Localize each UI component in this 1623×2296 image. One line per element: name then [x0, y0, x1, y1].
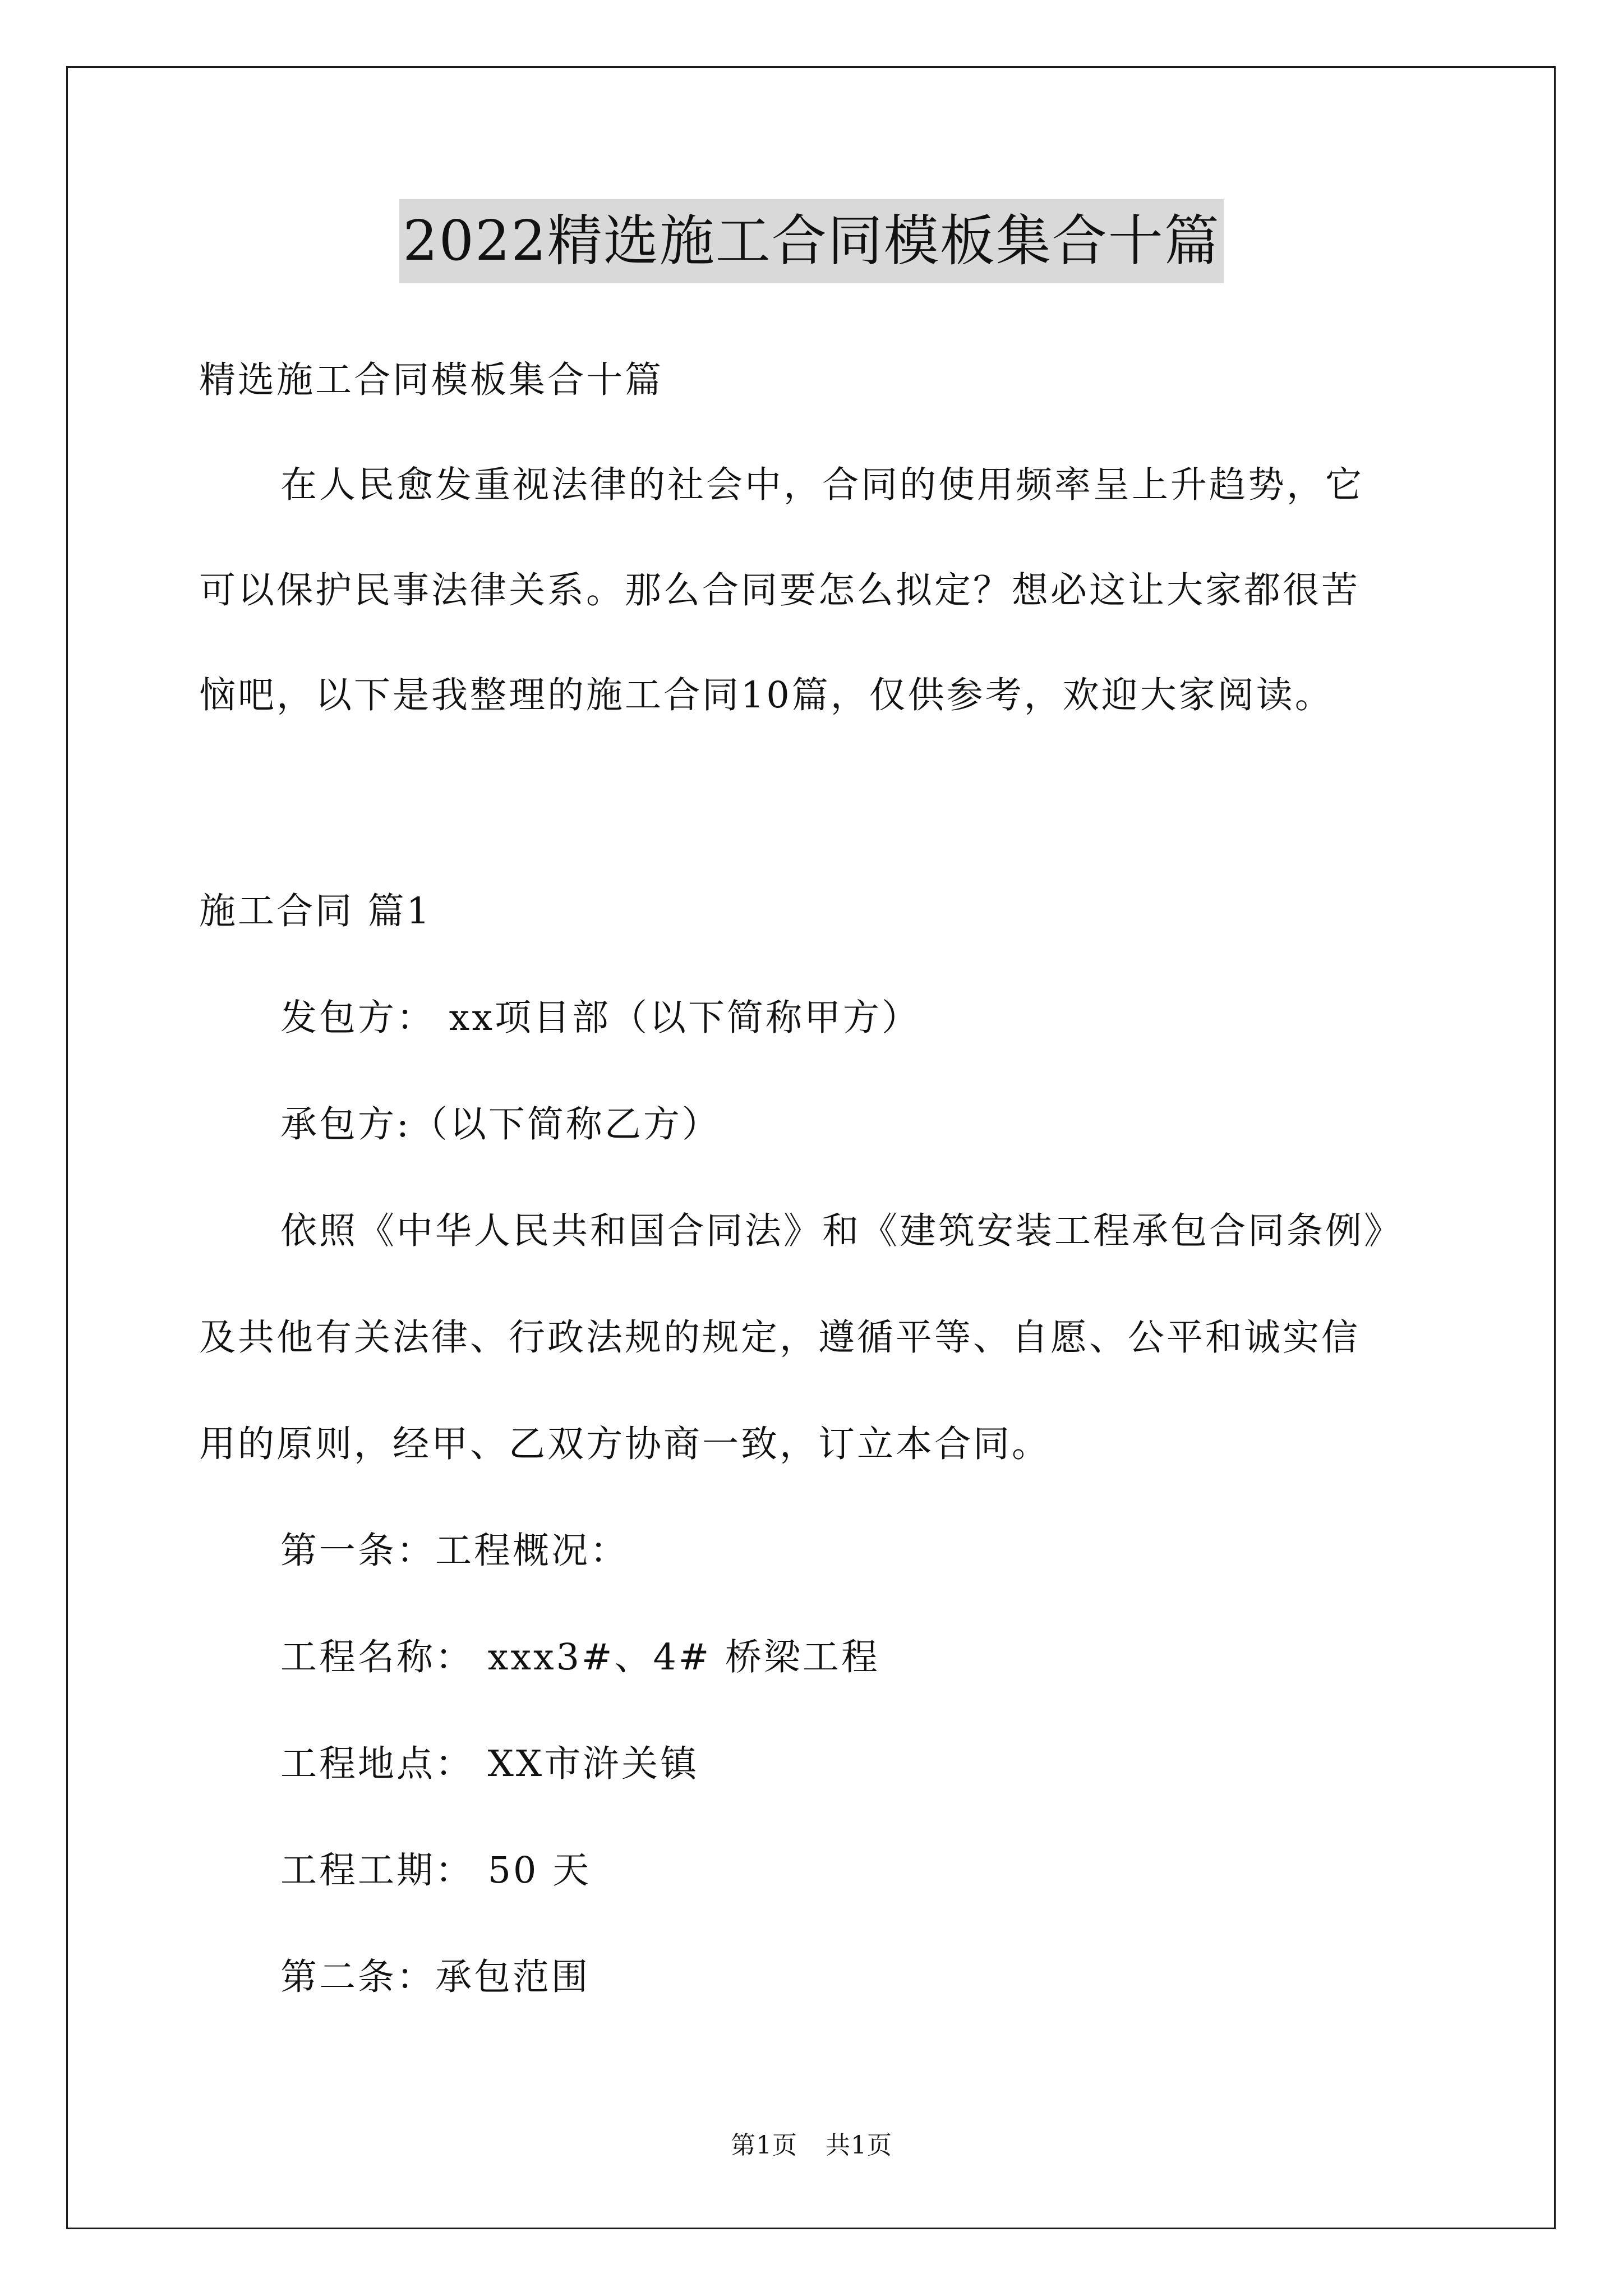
basis-line-2: 及共他有关法律、行政法规的规定，遵循平等、自愿、公平和诚实信: [199, 1317, 1361, 1359]
document-subtitle: 精选施工合同模板集合十篇: [199, 359, 664, 401]
party-a-line: 发包方： xx项目部（以下简称甲方）: [280, 997, 920, 1039]
party-b-line: 承包方:（以下简称乙方）: [280, 1103, 721, 1145]
intro-line-2: 可以保护民事法律关系。那么合同要怎么拟定？想必这让大家都很苦: [199, 569, 1361, 611]
page-number-total: 共1页: [826, 2131, 892, 2160]
document-title: [0, 199, 1623, 283]
basis-line-1: 依照《中华人民共和国合同法》和《建筑安装工程承包合同条例》: [280, 1210, 1403, 1252]
intro-line-1: 在人民愈发重视法律的社会中，合同的使用频率呈上升趋势，它: [280, 464, 1364, 506]
project-location-line: 工程地点： XX市浒关镇: [280, 1743, 699, 1785]
article-1-heading: 第一条：工程概况：: [280, 1530, 629, 1572]
project-name-line: 工程名称： xxx3#、4# 桥梁工程: [280, 1636, 880, 1678]
project-duration-line: 工程工期： 50 天: [280, 1849, 592, 1892]
page-number-current: 第1页: [731, 2131, 797, 2160]
intro-line-3: 恼吧，以下是我整理的施工合同10篇，仅供参考，欢迎大家阅读。: [199, 674, 1334, 716]
page-footer: [0, 2129, 1623, 2162]
article-2-heading: 第二条：承包范围: [280, 1956, 591, 1998]
basis-line-3: 用的原则，经甲、乙双方协商一致，订立本合同。: [199, 1423, 1051, 1465]
section-heading: 施工合同 篇1: [199, 890, 432, 932]
document-title-text: 2022精选施工合同模板集合十篇: [399, 199, 1223, 283]
